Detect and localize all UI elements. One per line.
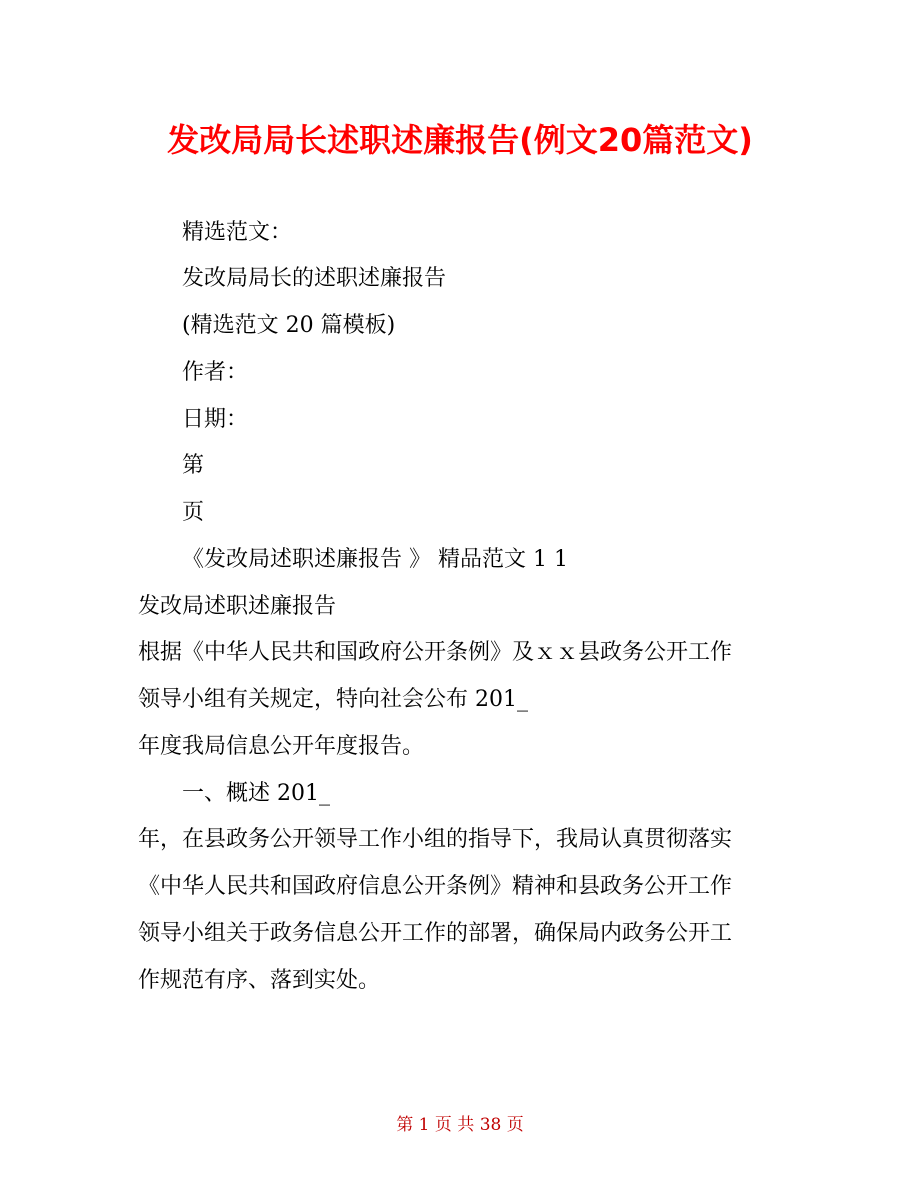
document-title: 发改局局长述职述廉报告(例文20篇范文)	[167, 121, 753, 159]
text-line: (精选范文 20 篇模板)	[182, 313, 396, 338]
text-line: 页	[182, 500, 205, 525]
text-line: 年，在县政务公开领导工作小组的指导下，我局认真贯彻落实	[138, 827, 733, 852]
text-line: 《中华人民共和国政府信息公开条例》精神和县政务公开工作	[138, 874, 733, 899]
text-line: 《发改局述职述廉报告 》 精品范文 1 1	[182, 547, 568, 572]
text-line: 精选范文：	[182, 220, 293, 245]
page-number-footer: 第 1 页 共 38 页	[396, 1115, 524, 1135]
text-line: 领导小组有关规定，特向社会公布 201_	[138, 687, 528, 712]
text-line: 日期：	[182, 407, 249, 432]
text-line: 作规范有序、落到实处。	[138, 968, 381, 993]
text-line: 年度我局信息公开年度报告。	[138, 734, 425, 759]
text-line: 作者：	[182, 360, 249, 385]
text-line: 发改局述职述廉报告	[138, 594, 337, 619]
text-line: 第	[182, 453, 205, 478]
text-line: 一、概述 201_	[182, 781, 330, 806]
text-line: 发改局局长的述职述廉报告	[182, 266, 447, 291]
text-line: 领导小组关于政务信息公开工作的部署，确保局内政务公开工	[138, 921, 733, 946]
text-line: 根据《中华人民共和国政府公开条例》及ｘｘ县政务公开工作	[138, 640, 733, 665]
